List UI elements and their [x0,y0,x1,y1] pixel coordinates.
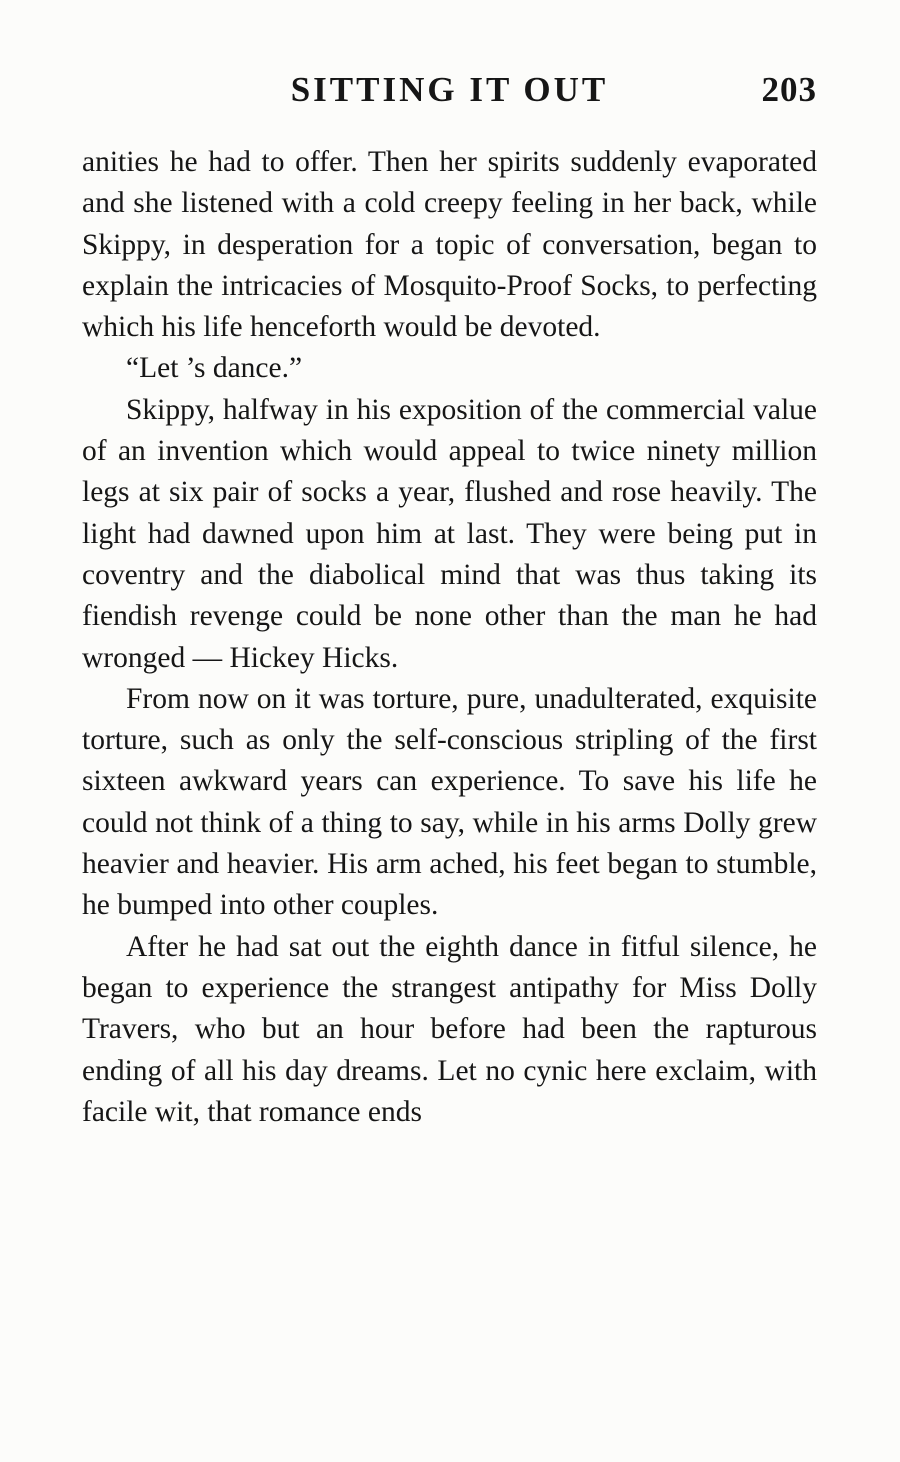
running-head [82,70,817,114]
page-title: SITTING IT OUT [290,70,609,109]
paragraph: “Let ’s dance.” [126,352,303,385]
page-number: 203 [761,70,817,109]
body-text [82,142,817,1133]
paragraph: anities he had to offer. Then her spirits suddenly evaporated and she listened with a cold creepy feeling in her back, while Skippy, in desperation for a topic of conversation, began to explain the intricacies of Mosquito-Proof Socks, to perfecting which his life henceforth would be devoted. [82,146,817,344]
paragraph: From now on it was torture, pure, unadulterated, exquisite torture, such as only the self-conscious stripling of the first sixteen awkward years can experience. To save his life he could not think of a thing to say, while in his arms Dolly grew heavier and heavier. His arm ached, his feet began to stumble, he bumped into other couples. [82,682,817,922]
paragraph: After he had sat out the eighth dance in fitful silence, he began to experience the strangest antipathy for Miss Dolly Travers, who but an hour before had been the rapturous ending of all his day dreams. Let no cynic here exclaim, with facile wit, that romance ends [82,930,817,1128]
paragraph: Skippy, halfway in his exposition of the commercial value of an invention which would appeal to twice ninety million legs at six pair of socks a year, flushed and rose heavily. The light had dawned upon him at last. They were being put in coventry and the diabolical mind that was thus taking its fiendish revenge could be none other than the man he had wronged — Hickey Hicks. [82,393,817,674]
